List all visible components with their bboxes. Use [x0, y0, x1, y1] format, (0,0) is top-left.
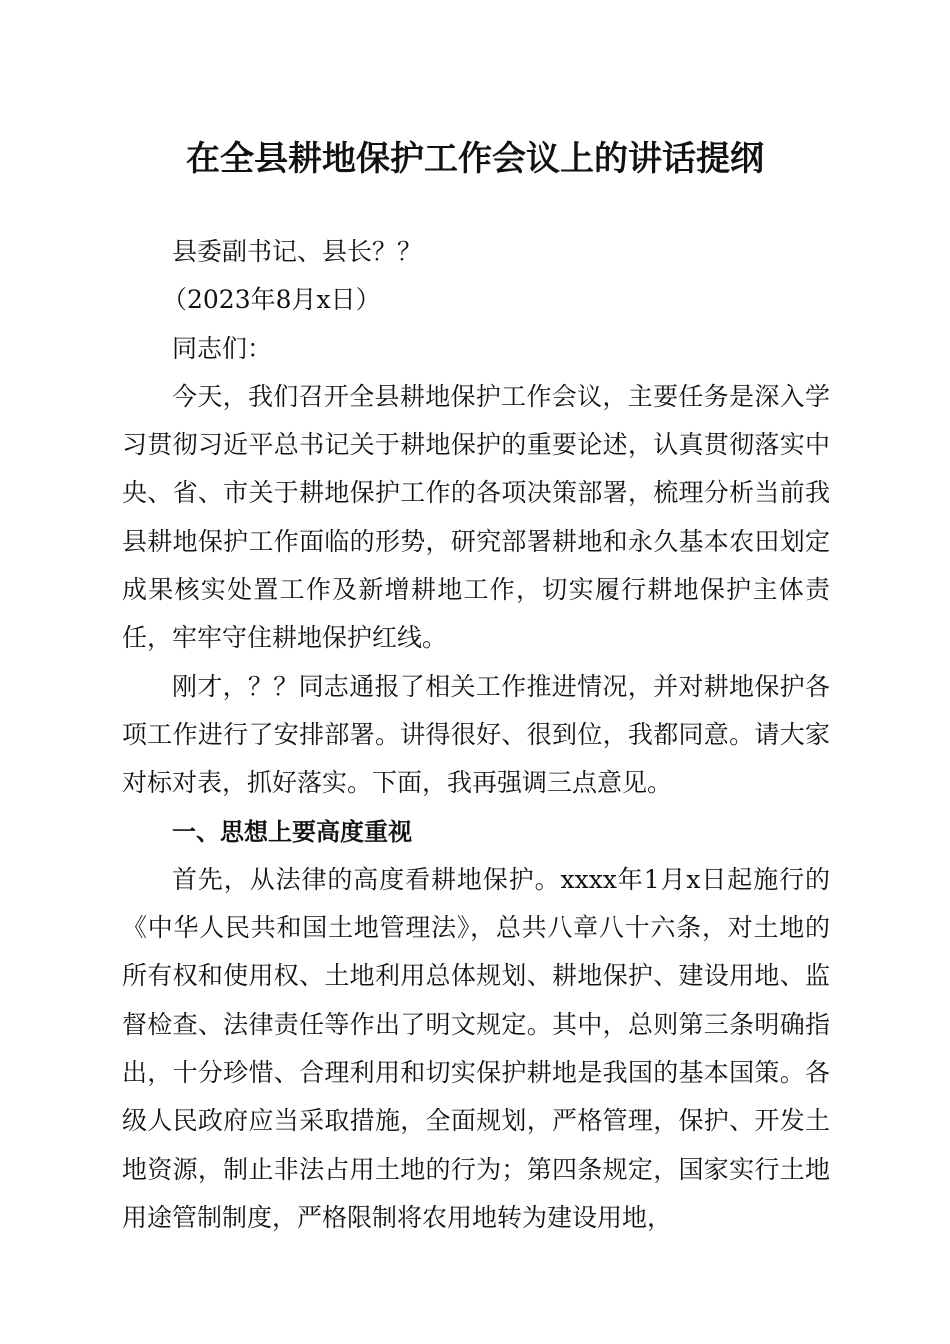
section-paragraph: 首先，从法律的高度看耕地保护。xxxx年1月x日起施行的《中华人民共和国土地管理法》，总共八章八十六条，对土地的所有权和使用权、土地利用总体规划、耕地保护、建设用地、监督检查、法律责任等作出了明文规定。其中，总则第三条明确指出，十分珍惜、合理利用和切实保护耕地是我国的基本国策。各级人民政府应当采取措施，全面规划，严格管理，保护、开发土地资源，制止非法占用土地的行为；第四条规定，国家实行土地用途管制制度，严格限制将农用地转为建设用地， [122, 864, 830, 1232]
document-body [122, 228, 830, 1242]
speaker-line: 县委副书记、县长？？ [172, 237, 423, 266]
date-line: （2023年8月x日） [162, 285, 381, 315]
salutation: 同志们： [172, 333, 273, 363]
page-title: 在全县耕地保护工作会议上的讲话提纲 [186, 139, 764, 179]
transition-paragraph: 刚才，？？同志通报了相关工作推进情况，并对耕地保护各项工作进行了安排部署。讲得很好、很到位，我都同意。请大家对标对表，抓好落实。下面，我再强调三点意见。 [122, 671, 830, 798]
section-heading: 一、思想上要高度重视 [172, 817, 412, 846]
intro-paragraph: 今天，我们召开全县耕地保护工作会议，主要任务是深入学习贯彻习近平总书记关于耕地保护的重要论述，认真贯彻落实中央、省、市关于耕地保护工作的各项决策部署，梳理分析当前我县耕地保护工作面临的形势，研究部署耕地和永久基本农田划定成果核实处置工作及新增耕地工作，切实履行耕地保护主体责任，牢牢守住耕地保护红线。 [122, 381, 830, 653]
